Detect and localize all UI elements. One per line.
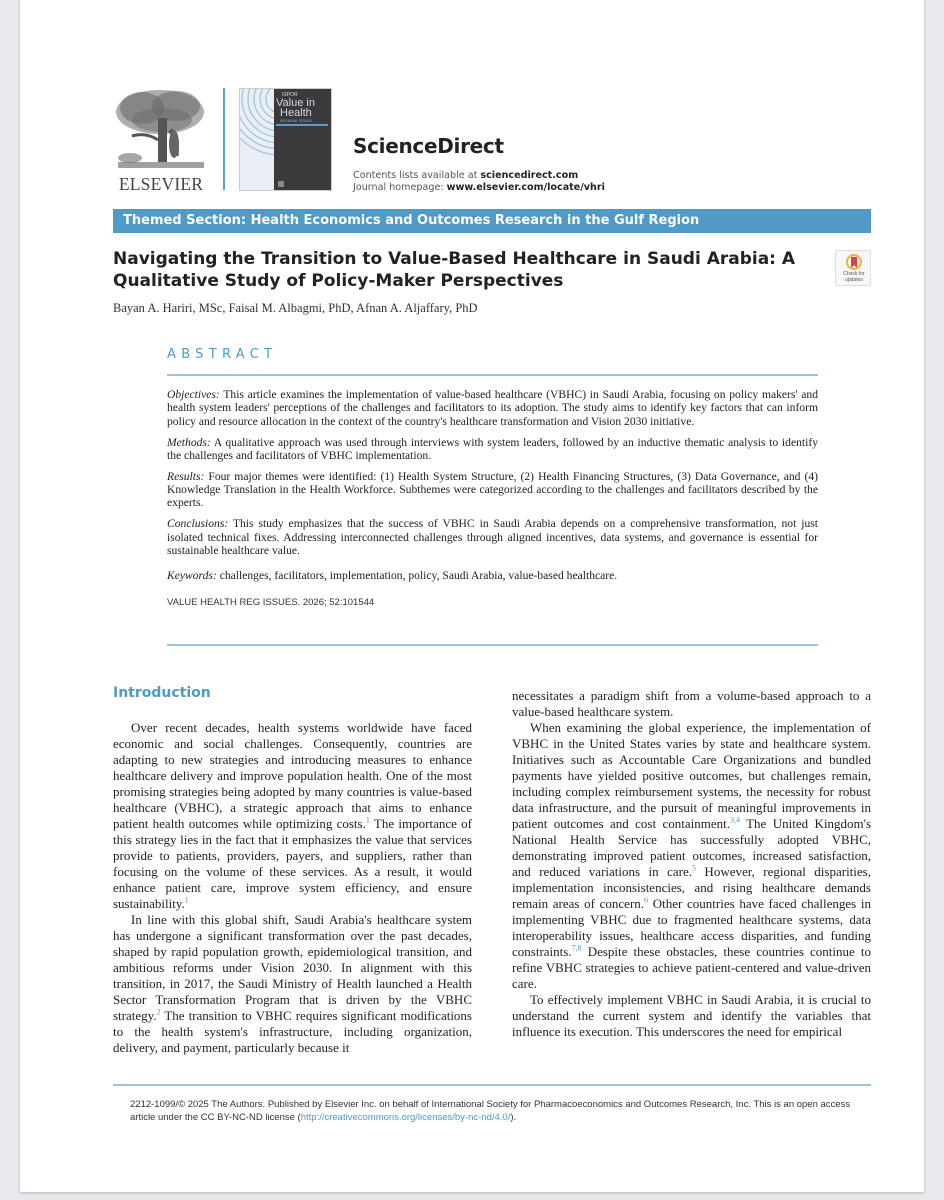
- reference-link[interactable]: 1: [365, 815, 370, 825]
- introduction-heading: Introduction: [113, 685, 211, 701]
- homepage-line: [353, 182, 605, 193]
- reference-link[interactable]: 5: [691, 863, 696, 873]
- results-label: Results:: [167, 469, 205, 483]
- abstract-results: [167, 470, 818, 510]
- cover-org: ISPOR: [282, 92, 298, 98]
- intro-p1-text-b: The importance of this strategy lies in the fact that it emphasizes the value that services provide to patients, providers, payers, and suppliers, rather than focusing on the volume of these services. As a result, it would enhance patient care, improve system efficiency, and ensure sustainability.: [113, 816, 472, 911]
- methods-label: Methods:: [167, 435, 211, 449]
- intro-paragraph-1: [113, 720, 472, 912]
- copyright-suffix: ).: [510, 1112, 517, 1123]
- themed-section-banner: Themed Section: Health Economics and Outcomes Research in the Gulf Region: [113, 209, 871, 233]
- cover-title-line1: Value in: [276, 97, 315, 109]
- reference-link[interactable]: 1: [184, 895, 189, 905]
- contents-prefix: Contents lists available at: [353, 170, 481, 181]
- objectives-text: This article examines the implementation of value-based healthcare (VBHC) in Saudi Arabia, focusing on policy makers' and health system leaders' perceptions of the challenges and facilitators to its adoption. The study aims to identify key factors that can inform policy and resource allocation in the context of the country's healthcare transformation and Vision 2030 initiative.: [167, 388, 818, 428]
- abstract-methods: [167, 436, 818, 463]
- homepage-prefix: Journal homepage:: [353, 182, 447, 193]
- abstract-objectives: [167, 388, 818, 428]
- intro-p3-text-d: Other countries have faced challenges in implementing VBHC due to fragmented healthcare systems, data interoperability issues, healthcare access disparities, and funding constraints.: [512, 896, 872, 959]
- methods-text: A qualitative approach was used through interviews with system leaders, followed by an inductive thematic analysis to identify the challenges and facilitators of VBHC implementation.: [167, 435, 818, 462]
- keywords-label: Keywords:: [167, 569, 217, 583]
- keywords-text: challenges, facilitators, implementation, policy, Saudi Arabia, value-based healthcare.: [216, 569, 618, 583]
- license-link[interactable]: http://creativecommons.org/licenses/by-nc-nd/4.0/: [300, 1112, 511, 1123]
- cover-accent-bar: [276, 124, 328, 126]
- conclusions-label: Conclusions:: [167, 517, 229, 531]
- cover-swirl-graphic: [240, 89, 274, 191]
- conclusions-text: This study emphasizes that the success of VBHC in Saudi Arabia depends on a comprehensive transformation, not just isolated technical fixes. Addressing interconnected challenges through aligned incentives, data systems, and governance is essential for sustainable healthcare value.: [167, 517, 818, 557]
- abstract-rule-bottom: [167, 644, 818, 646]
- contents-line: [353, 170, 578, 181]
- check-for-updates-button[interactable]: [835, 250, 871, 286]
- intro-p3-text-c: However, regional disparities, implementation inconsistencies, and rising healthcare demands remain areas of concern.: [512, 864, 871, 911]
- sciencedirect-link[interactable]: sciencedirect.com: [480, 170, 579, 181]
- intro-paragraph-4: To effectively implement VBHC in Saudi Arabia, it is crucial to understand the current system and identify the variables that influence its execution. This underscores the need for empirical: [512, 992, 871, 1039]
- intro-p3-text-a: When examining the global experience, the implementation of VBHC in the United States varies by state and healthcare system. Initiatives such as Accountable Care Organizations and bundled payments have yielded positive outcomes, but challenges remain, including complex reimbursement systems, the necessity for robust data infrastructure, and the pursuit of meaningful improvements in patient outcomes and cost containment.: [512, 720, 871, 831]
- body-column-left: [113, 684, 472, 1056]
- elsevier-wordmark: ELSEVIER: [118, 174, 204, 194]
- intro-p3-text-e: Despite these obstacles, these countries continue to refine VBHC strategies to achieve patient-centered and value-driven care.: [512, 944, 871, 991]
- article-title: Navigating the Transition to Value-Based Healthcare in Saudi Arabia: A Qualitative Study of Policy-Maker Perspectives: [113, 249, 796, 291]
- abstract-rule-top: [167, 374, 818, 376]
- copyright-text: 2212-1099/© 2025 The Authors. Published by Elsevier Inc. on behalf of International Society for Pharmacoeconomics and Outcomes Research, Inc. This is an open access article under the CC BY-NC-ND license (: [130, 1099, 851, 1123]
- results-text: Four major themes were identified: (1) Health System Structure, (2) Health Financing Structures, (3) Data Governance, and (4) Knowledge Translation in the Health Workforce. Subthemes were categorized according to the challenges and facilitators described by the experts.: [167, 469, 818, 510]
- intro-p2-text-a: In line with this global shift, Saudi Arabia's healthcare system has undergone a significant transformation over the past decades, shaped by rapid population growth, epidemiological transition, and ambitious reforms under Vision 2030. In alignment with this transition, in 2017, the Saudi Ministry of Health launched a Health Sector Transformation Program that is driven by the VBHC strategy.: [113, 912, 472, 1023]
- journal-homepage-link[interactable]: www.elsevier.com/locate/vhri: [446, 182, 605, 193]
- footer-rule: [113, 1084, 871, 1086]
- document-page: [20, 0, 924, 1192]
- copyright-footer: [130, 1098, 860, 1124]
- abstract-keywords: [167, 569, 818, 582]
- reference-link[interactable]: 3,4: [729, 815, 740, 825]
- abstract-heading: ABSTRACT: [167, 347, 278, 362]
- citation-line: VALUE HEALTH REG ISSUES. 2026; 52:101544: [167, 596, 375, 608]
- intro-paragraph-2: [113, 912, 472, 1056]
- bookmark-ribbon-icon: [846, 254, 862, 272]
- author-list: Bayan A. Hariri, MSc, Faisal M. Albagmi, PhD, Afnan A. Aljaffary, PhD: [113, 301, 478, 315]
- abstract-body: [167, 388, 818, 616]
- abstract-conclusions: [167, 517, 818, 557]
- cover-publisher-mark: [278, 181, 284, 187]
- check-updates-label: Check for updates: [843, 271, 865, 283]
- reference-link[interactable]: 7,8: [571, 943, 582, 953]
- cover-subtitle: REGIONAL ISSUES: [280, 119, 312, 123]
- objectives-label: Objectives:: [167, 388, 220, 401]
- intro-p2-text-b: The transition to VBHC requires significant modifications to the health system's infrastructure, including organization, delivery, and payment, particularly because it: [113, 1008, 472, 1055]
- cover-title-line2: Health: [280, 107, 312, 119]
- intro-paragraph-continued: necessitates a paradigm shift from a volume-based approach to a value-based healthcare system.: [512, 688, 871, 719]
- intro-paragraph-3: [512, 720, 871, 992]
- journal-cover-thumbnail[interactable]: [239, 88, 332, 191]
- header-divider: [223, 88, 225, 190]
- intro-p3-text-b: The United Kingdom's National Health Service has successfully adopted VBHC, demonstrating improved patient outcomes, increased satisfaction, and reduced variations in care.: [512, 816, 871, 879]
- body-column-right: [512, 688, 871, 1040]
- reference-link[interactable]: 2: [156, 1007, 161, 1017]
- sciencedirect-title: ScienceDirect: [353, 134, 504, 158]
- intro-p1-text-a: Over recent decades, health systems worldwide have faced economic and social challenges. Consequently, countries are adapting to new strategies and introducing measures to enhance healthcare delivery and improve population health. One of the most promising strategies being adopted by many countries is value-based healthcare (VBHC), a strategic approach that aims to enhance patient health outcomes while optimizing costs.: [113, 720, 472, 831]
- reference-link[interactable]: 6: [644, 895, 649, 905]
